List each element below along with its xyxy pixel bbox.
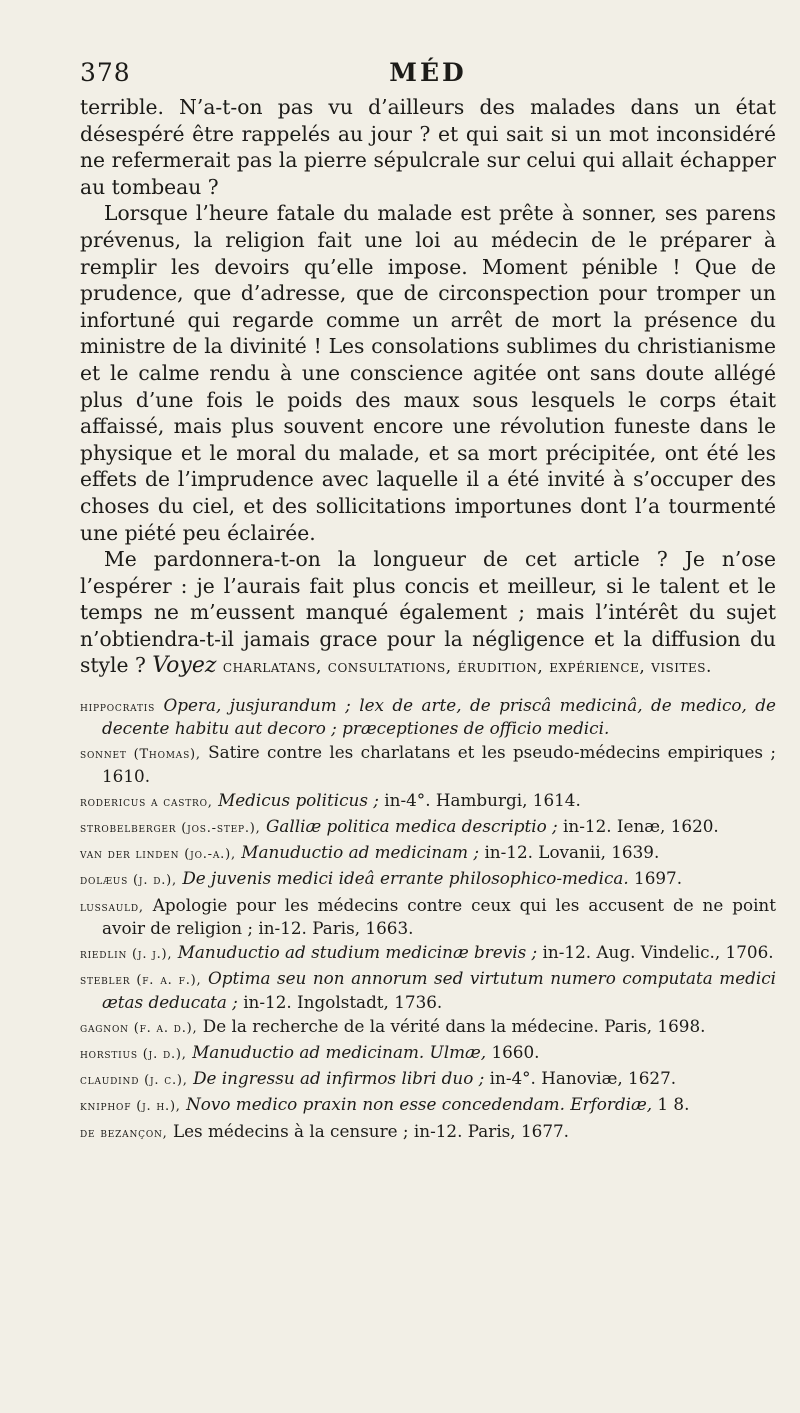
cross-references: charlatans, consultations, érudition, expérience, visites. [222, 657, 712, 678]
entry-author: stebler (f. a. f.), [80, 973, 202, 989]
entry-imprint: Les médecins à la censure ; in-12. Paris, 1677. [172, 1120, 570, 1141]
bibliography-entry [80, 868, 776, 891]
paragraph-3 [80, 546, 776, 681]
body-text [80, 94, 776, 681]
entry-author: dolæus (j. d.), [80, 873, 177, 889]
entry-imprint: Apologie pour les médecins contre ceux qui les accusent de ne point avoir de religion ; in-12. Paris, 1663. [102, 894, 776, 938]
bibliography-entry [80, 1094, 776, 1117]
bibliography-entry [80, 842, 776, 865]
entry-author: hippocratis [80, 700, 156, 716]
bibliography-entry [80, 895, 776, 939]
entry-imprint: 1697. [634, 868, 683, 889]
page-header [80, 58, 776, 94]
entry-work: De ingressu ad infirmos libri duo ; [193, 1068, 485, 1089]
bibliography-entry [80, 790, 776, 813]
entry-author: horstius (j. d.), [80, 1046, 187, 1062]
bibliography-entry [80, 1016, 776, 1039]
bibliography-entry [80, 1121, 776, 1144]
entry-work: Optima seu non annorum sed virtutum numero computata medici ætas deducata ; [102, 968, 776, 1012]
entry-work: Manuductio ad studium medicinæ brevis ; [177, 942, 538, 963]
entry-author: claudind (j. c.), [80, 1073, 188, 1089]
entry-imprint: in-12. Ingolstadt, 1736. [243, 991, 443, 1012]
entry-work: Medicus politicus ; [218, 789, 379, 810]
bibliography-entry [80, 942, 776, 965]
paragraph-1: terrible. N’a-t-on pas vu d’ailleurs des malades dans un état désespéré être rappelés au jour ? et qui sait si un mot inconsidéré ne refermerait pas la pierre sépulcrale sur celui qui allait échapper au tombeau ? [80, 95, 776, 199]
entry-imprint: Satire contre les charlatans et les pseudo-médecins empiriques ; 1610. [102, 742, 776, 786]
entry-imprint: in-12. Aug. Vindelic., 1706. [542, 942, 774, 963]
entry-work: Galliæ politica medica descriptio ; [265, 816, 558, 837]
entry-author: riedlin (j. j.), [80, 947, 173, 963]
bibliography-entry [80, 1042, 776, 1065]
entry-work: Manuductio ad medicinam. Ulmæ, [192, 1041, 487, 1062]
entry-imprint: De la recherche de la vérité dans la médecine. Paris, 1698. [202, 1015, 706, 1036]
entry-author: van der linden (jo.-a.), [80, 847, 236, 863]
paragraph-3-text: Me pardonnera-t-on la longueur de cet article ? Je n’ose l’espérer : je l’aurais fait plus concis et meilleur, si le talent et le temps ne m’eussent manqué également ; mais l’intérêt du sujet n’obtiendra-t-il jamais grace pour la négligence et la diffusion du style ? [80, 547, 776, 678]
entry-author: gagnon (f. a. d.), [80, 1020, 198, 1036]
entry-author: strobelberger (jos.-step.), [80, 821, 261, 837]
entry-author: rodericus a castro, [80, 794, 213, 810]
entry-author: sonnet (Thomas), [80, 747, 201, 763]
running-head: MÉD [389, 58, 467, 87]
bibliography [80, 695, 776, 1144]
entry-work: Opera, jusjurandum ; lex de arte, de priscâ medicinâ, de medico, de decente habitu aut decoro ; præceptiones de officio medici. [102, 695, 776, 739]
entry-work: Manuductio ad medicinam ; [241, 842, 480, 863]
entry-author: de bezançon, [80, 1125, 168, 1141]
page-number: 378 [80, 58, 131, 87]
entry-imprint: 1 8. [657, 1094, 690, 1115]
bibliography-entry [80, 968, 776, 1012]
entry-imprint: in-12. Ienæ, 1620. [563, 816, 719, 837]
entry-author: lussauld, [80, 899, 144, 915]
entry-work: Novo medico praxin non esse concedendam. Erfordiæ, [186, 1094, 653, 1115]
entry-imprint: in-4°. Hamburgi, 1614. [384, 789, 581, 810]
bibliography-entry [80, 1068, 776, 1091]
entry-work: De juvenis medici ideâ errante philosophico-medica. [182, 868, 629, 889]
bibliography-entry [80, 816, 776, 839]
entry-imprint: in-4°. Hanoviæ, 1627. [489, 1068, 677, 1089]
entry-author: kniphof (j. h.), [80, 1099, 181, 1115]
bibliography-entry [80, 742, 776, 786]
entry-imprint: in-12. Lovanii, 1639. [484, 842, 660, 863]
voyez-label: Voyez [152, 653, 217, 679]
paragraph-2: Lorsque l’heure fatale du malade est prête à sonner, ses parens prévenus, la religion fait une loi au médecin de le préparer à remplir les devoirs qu’elle impose. Moment pénible ! Que de prudence, que d’adresse, que de circonspection pour tromper un infortuné qui regarde comme un arrêt de mort la présence du ministre de la divinité ! Les consolations sublimes du christianisme et le calme rendu à une conscience agitée ont sans doute allégé plus d’une fois le poids des maux sous lesquels le corps était affaissé, mais plus souvent encore une révolution funeste dans le physique et le moral du malade, et sa mort précipitée, ont été les effets de l’imprudence avec laquelle il a été invité à s’occuper des choses du ciel, et des sollicitations importunes dont l’a tourmenté une piété peu éclairée. [80, 201, 776, 545]
entry-imprint: 1660. [491, 1041, 540, 1062]
bibliography-entry [80, 695, 776, 739]
